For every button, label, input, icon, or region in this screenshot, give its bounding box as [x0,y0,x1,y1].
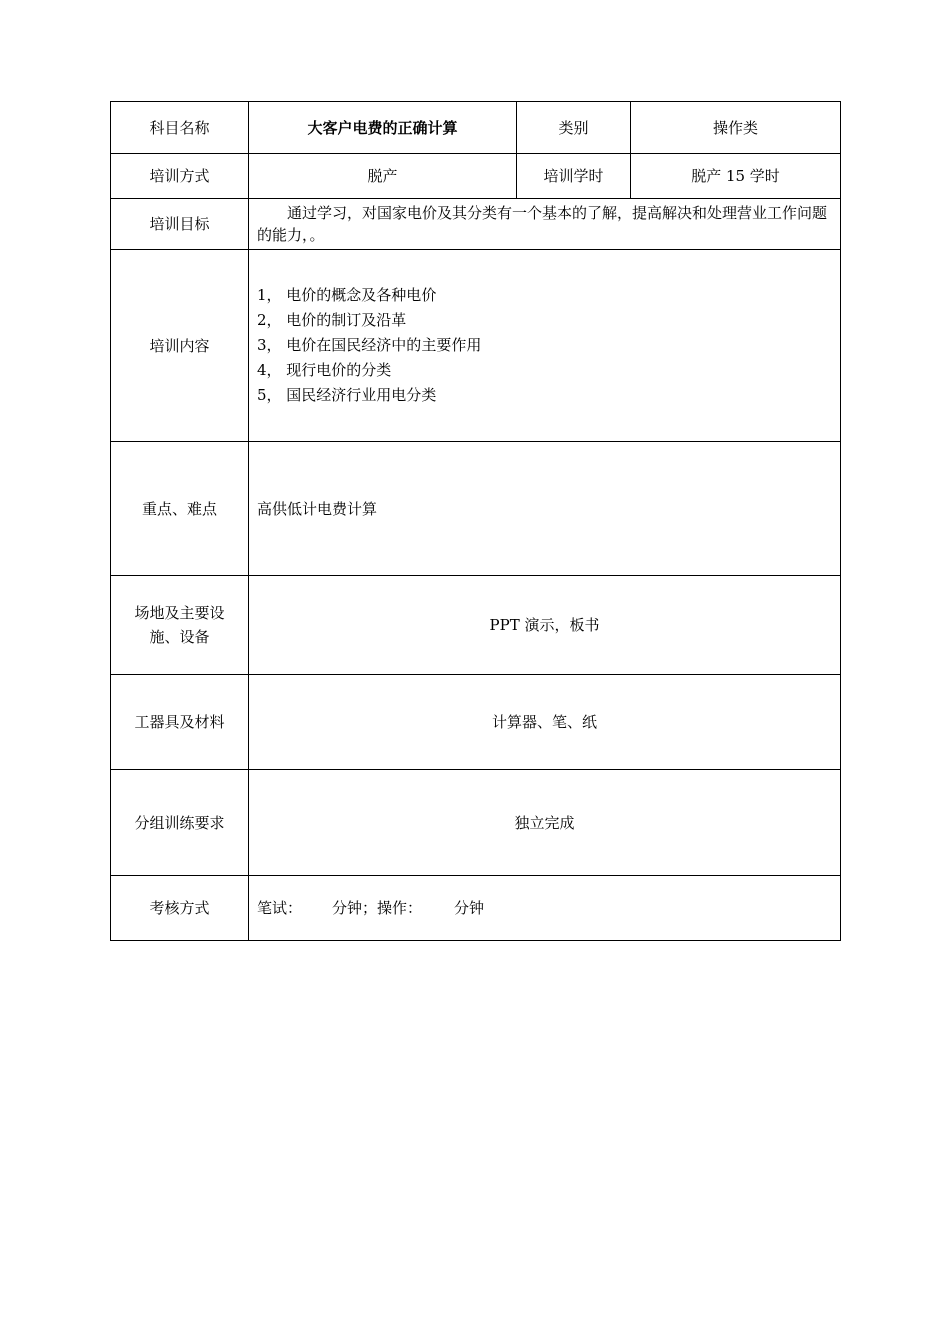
content-label: 培训内容 [111,250,249,442]
row-assessment [111,876,841,941]
row-tools [111,675,841,770]
method-value: 脱产 [249,154,517,199]
row-content [111,250,841,442]
list-item: 2， 电价的制订及沿革 [257,311,407,329]
hours-value: 脱产 15 学时 [631,154,841,199]
list-item: 4， 现行电价的分类 [257,361,392,379]
row-method [111,154,841,199]
row-subject [111,102,841,154]
hours-label: 培训学时 [517,154,631,199]
list-item: 3， 电价在国民经济中的主要作用 [257,336,482,354]
method-label: 培训方式 [111,154,249,199]
subject-title: 大客户电费的正确计算 [249,102,517,154]
subject-label: 科目名称 [111,102,249,154]
written-label: 笔试： [257,899,303,917]
venue-value: PPT 演示，板书 [249,576,841,675]
goal-text: 通过学习，对国家电价及其分类有一个基本的了解，提高解决和处理营业工作问题的能力，。 [257,204,828,244]
training-form-table [110,101,841,941]
key-points-label: 重点、难点 [111,442,249,576]
content-list [257,283,832,408]
row-key-points [111,442,841,576]
goal-cell [249,199,841,250]
venue-label-line1: 场地及主要设 [134,604,225,622]
content-cell [249,250,841,442]
written-unit: 分钟；操作： [332,899,423,917]
assessment-value [249,876,841,941]
venue-label [111,576,249,675]
tools-label: 工器具及材料 [111,675,249,770]
row-venue [111,576,841,675]
grouping-value: 独立完成 [249,770,841,876]
category-value: 操作类 [631,102,841,154]
assessment-label: 考核方式 [111,876,249,941]
key-points-value: 高供低计电费计算 [249,442,841,576]
row-goal [111,199,841,250]
row-grouping [111,770,841,876]
list-item: 1， 电价的概念及各种电价 [257,286,437,304]
category-label: 类别 [517,102,631,154]
tools-value: 计算器、笔、纸 [249,675,841,770]
operation-unit: 分钟 [454,899,485,917]
list-item: 5， 国民经济行业用电分类 [257,386,437,404]
goal-label: 培训目标 [111,199,249,250]
grouping-label: 分组训练要求 [111,770,249,876]
venue-label-line2: 施、设备 [149,628,210,646]
